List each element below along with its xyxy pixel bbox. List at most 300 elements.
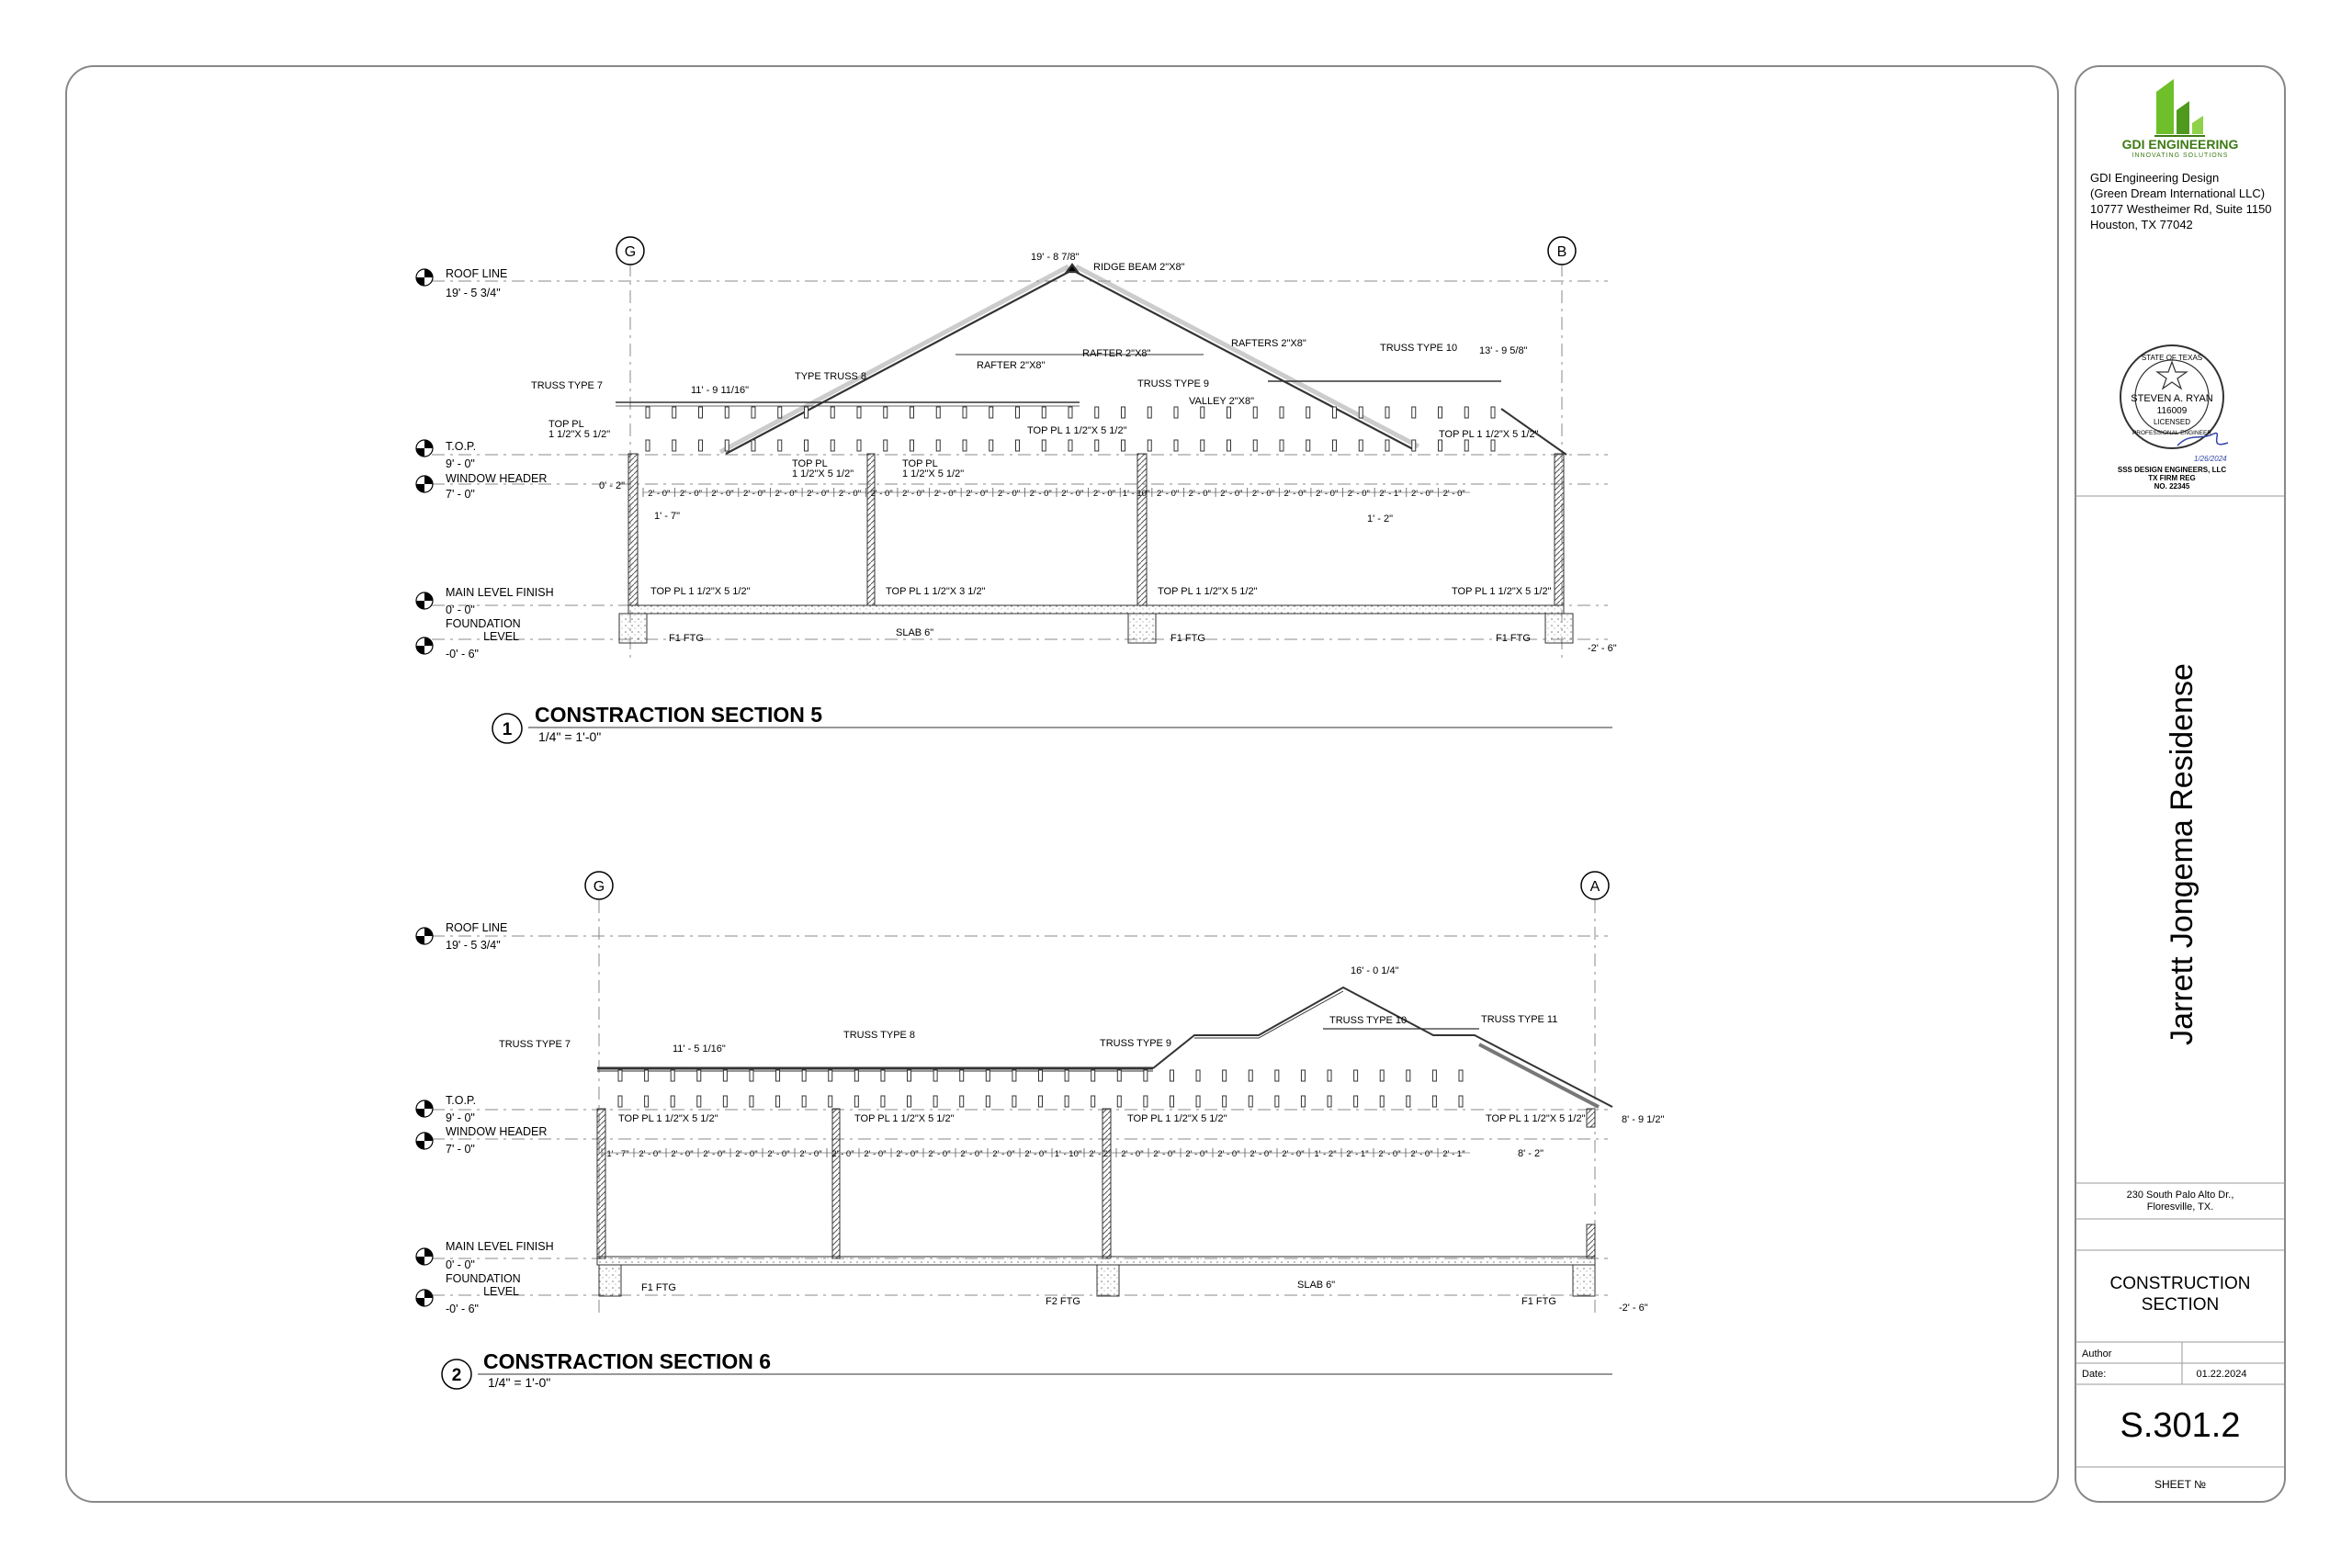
footing (1545, 614, 1573, 643)
address-line: GDI Engineering Design (2090, 171, 2220, 185)
web-post (1223, 1096, 1227, 1107)
spacing-label: 2' - 0" (1217, 1149, 1240, 1159)
web-post (1144, 1096, 1148, 1107)
web-post (1095, 407, 1099, 418)
section-number: 1 (502, 720, 513, 739)
web-post (1354, 1096, 1358, 1107)
web-post (750, 1096, 753, 1107)
project-address: Floresville, TX. (2146, 1201, 2214, 1213)
web-post (1301, 1096, 1305, 1107)
drawing-frame (66, 66, 2058, 1502)
section-number: 2 (451, 1366, 462, 1385)
spacing-label: 2' - 0" (671, 1149, 694, 1159)
spacing-label: 2' - 0" (1157, 489, 1180, 499)
web-post (1039, 1070, 1043, 1081)
footing-label: F1 FTG (641, 1282, 676, 1293)
date-value: 01.22.2024 (2196, 1369, 2247, 1380)
web-post (776, 1070, 780, 1081)
web-post (1201, 407, 1204, 418)
spacing-label: 2' - 0" (902, 489, 925, 499)
author-label: Author (2082, 1348, 2112, 1359)
web-post (854, 1070, 858, 1081)
web-post (802, 1096, 806, 1107)
seal-role: PROFESSIONAL ENGINEER (2132, 430, 2212, 436)
spacing-label: 2' - 0" (933, 489, 956, 499)
spacing-label: 2' - 0" (1121, 1149, 1144, 1159)
web-post (910, 440, 914, 451)
web-post (963, 440, 967, 451)
level-elev: 0' - 0" (446, 604, 475, 616)
web-post (723, 1070, 727, 1081)
level-elev: 19' - 5 3/4" (446, 939, 501, 952)
level-marker-icon (416, 269, 433, 286)
spacing-label: 2' - 0" (1250, 1149, 1272, 1159)
web-post (1439, 440, 1442, 451)
spacing-label: 2' - 0" (711, 489, 734, 499)
web-post (1039, 1096, 1043, 1107)
section-5 (416, 237, 1617, 744)
section-title: CONSTRACTION SECTION 6 (483, 1349, 772, 1373)
dim-label: 11' - 9 11/16" (691, 385, 750, 396)
web-post (989, 407, 993, 418)
web-post (884, 407, 888, 418)
plate-label: TOP PL (792, 458, 828, 469)
spacing-label: 2' - 1" (1379, 489, 1402, 499)
web-post (831, 407, 834, 418)
spacing-label: 2' - 0" (1029, 489, 1052, 499)
web-post (1148, 407, 1151, 418)
web-post (723, 1096, 727, 1107)
wall (1102, 1109, 1111, 1258)
footing-label: F1 FTG (1521, 1296, 1556, 1307)
level-name: MAIN LEVEL FINISH (446, 586, 554, 599)
web-post (1016, 407, 1020, 418)
truss-label: TRUSS TYPE 10 (1329, 1015, 1408, 1026)
spacing-label: 2' - 0" (864, 1149, 887, 1159)
web-post (1196, 1096, 1200, 1107)
web-post (1249, 1070, 1252, 1081)
level-name: MAIN LEVEL FINISH (446, 1240, 554, 1253)
web-post (829, 1070, 832, 1081)
web-post (1117, 1096, 1121, 1107)
sheet-title: CONSTRUCTION (2109, 1274, 2251, 1293)
web-post (936, 440, 940, 451)
dim-label: 1' - 2" (1367, 513, 1394, 525)
web-post (1069, 440, 1072, 451)
spacing-label: 2' - 0" (743, 489, 766, 499)
web-post (1065, 1096, 1069, 1107)
plate-label: TOP PL 1 1/2"X 5 1/2" (1439, 429, 1539, 440)
firm-line: TX FIRM REG (2148, 474, 2196, 482)
web-post (752, 440, 755, 451)
slab (628, 605, 1564, 614)
web-post (1280, 440, 1283, 451)
web-post (1117, 1070, 1121, 1081)
level-name: ROOF LINE (446, 267, 508, 280)
level-elev: 9' - 0" (446, 457, 475, 470)
web-post (1459, 1096, 1463, 1107)
spacing-label: 2' - 0" (1092, 489, 1116, 499)
spacing-label: 2' - 0" (1220, 489, 1243, 499)
seal-name: STEVEN A. RYAN (2131, 393, 2213, 404)
level-name: T.O.P. (446, 1094, 477, 1107)
web-post (645, 1070, 649, 1081)
web-post (1091, 1096, 1095, 1107)
plate-label: TOP PL (548, 419, 584, 430)
seal-date: 1/26/2024 (2194, 455, 2227, 463)
web-post (699, 440, 703, 451)
slab (597, 1257, 1595, 1265)
spacing-label: 1' - 7" (606, 1149, 629, 1159)
spacing-label: 2' - 0" (1024, 1149, 1047, 1159)
spacing-label: 2' - 0" (767, 1149, 790, 1159)
gdi-logo-icon (2154, 79, 2205, 136)
plate-label: 1 1/2"X 5 1/2" (548, 429, 611, 440)
spacing-label: 1' - 10" (1122, 489, 1150, 499)
spacing-label: 2' - 0" (870, 489, 893, 499)
web-post (963, 407, 967, 418)
level-elev: 0' - 0" (446, 1258, 475, 1271)
seal-number: 116009 (2156, 406, 2188, 416)
valley-label: VALLEY 2"X8" (1189, 396, 1255, 407)
spacing-label: 2' - 0" (1347, 489, 1370, 499)
web-post (645, 1096, 649, 1107)
web-post (1491, 407, 1495, 418)
level-name: LEVEL (483, 1285, 519, 1298)
spacing-label: 2' - 0" (1283, 489, 1306, 499)
spacing-label: 2' - 0" (1410, 1149, 1433, 1159)
footing-label: F2 FTG (1046, 1296, 1080, 1307)
web-post (646, 440, 650, 451)
star-icon (2157, 362, 2187, 389)
spacing-label: 2' - 0" (1378, 1149, 1401, 1159)
elev-label: -2' - 6" (1619, 1303, 1648, 1314)
seal-designation: LICENSED (2153, 418, 2191, 426)
spacing-label: 1' - 2" (1314, 1149, 1337, 1159)
web-post (986, 1096, 989, 1107)
web-post (1122, 407, 1125, 418)
dim-label: 0' - 2" (599, 480, 626, 491)
wall (1587, 1109, 1595, 1127)
wall (597, 1109, 605, 1258)
web-post (1432, 1070, 1436, 1081)
web-post (673, 407, 676, 418)
plate-label: TOP PL 1 1/2"X 5 1/2" (1452, 586, 1552, 597)
dim-label: 11' - 5 1/16" (673, 1043, 726, 1055)
spacing-label: 2' - 0" (1251, 489, 1275, 499)
spacing-label: 2' - 0" (1442, 489, 1465, 499)
spacing-label: 2' - 0" (648, 489, 671, 499)
plate-label: TOP PL 1 1/2"X 3 1/2" (886, 586, 986, 597)
web-post (1122, 440, 1125, 451)
web-post (1464, 407, 1468, 418)
section-6 (416, 872, 1664, 1390)
web-post (805, 440, 808, 451)
web-post (1174, 407, 1178, 418)
spacing-label: 1' - 10" (1054, 1149, 1082, 1159)
web-post (1306, 440, 1310, 451)
web-post (1223, 1070, 1227, 1081)
footing (619, 614, 647, 643)
footing-label: F1 FTG (669, 633, 704, 644)
dim-label: 8' - 2" (1518, 1148, 1544, 1159)
web-post (1144, 1070, 1148, 1081)
spacing-label: 2' - 1" (1442, 1149, 1465, 1159)
spacing-label: 2' - 0" (1282, 1149, 1305, 1159)
web-post (1227, 440, 1231, 451)
firm-line: NO. 22345 (2154, 482, 2190, 491)
title-block (2075, 79, 2285, 1491)
web-post (908, 1070, 911, 1081)
truss-label: TRUSS TYPE 11 (1481, 1014, 1558, 1025)
truss-label: TRUSS TYPE 8 (843, 1030, 916, 1041)
sheet-number: S.301.2 (2120, 1406, 2241, 1445)
web-post (960, 1096, 964, 1107)
web-post (750, 1070, 753, 1081)
web-post (752, 407, 755, 418)
spacing-label: 2' - 0" (799, 1149, 822, 1159)
ridge-elev: 19' - 8 7/8" (1031, 252, 1080, 263)
foundation (597, 1257, 1595, 1296)
web-post (1095, 440, 1099, 451)
wall (1137, 454, 1147, 605)
web-post (618, 1096, 622, 1107)
web-post (1439, 407, 1442, 418)
web-post (1491, 440, 1495, 451)
pe-seal (2120, 345, 2228, 463)
web-post (1464, 440, 1468, 451)
web-post (1459, 1070, 1463, 1081)
section-scale: 1/4" = 1'-0" (488, 1375, 551, 1390)
level-marker-icon (416, 1133, 433, 1149)
web-post (1385, 407, 1389, 418)
web-post (1042, 407, 1046, 418)
web-post (697, 1070, 701, 1081)
web-post (910, 407, 914, 418)
web-post (778, 440, 782, 451)
web-post (1333, 440, 1337, 451)
web-post (1328, 1096, 1331, 1107)
web-post (829, 1096, 832, 1107)
spacing-label: 2' - 0" (997, 489, 1021, 499)
date-label: Date: (2082, 1369, 2107, 1380)
spacing-label: 2' - 0" (831, 1149, 854, 1159)
spacing-dims (643, 488, 1470, 499)
elev-label: 8' - 9 1/2" (1622, 1114, 1665, 1125)
spacing-label: 2' - 0" (735, 1149, 758, 1159)
web-post (1359, 407, 1363, 418)
web-post (1012, 1070, 1016, 1081)
web-post (1385, 440, 1389, 451)
level-elev: 19' - 5 3/4" (446, 287, 501, 299)
company-name: GDI ENGINEERING (2121, 137, 2239, 152)
web-post (936, 407, 940, 418)
truss-label: TRUSS TYPE 7 (531, 380, 604, 391)
web-post (1380, 1096, 1384, 1107)
level-elev: -0' - 6" (446, 1303, 479, 1315)
grid-label-a: A (1589, 879, 1600, 895)
plate-label: 1 1/2"X 5 1/2" (902, 468, 965, 479)
grid-label-g: G (593, 879, 605, 895)
rafter-label: RAFTER 2"X8" (977, 360, 1046, 371)
web-post (699, 407, 703, 418)
level-marker-icon (416, 637, 433, 654)
web-post (1201, 440, 1204, 451)
web-post (1359, 440, 1363, 451)
web-post (1069, 407, 1072, 418)
level-markers (416, 267, 554, 660)
web-post (986, 1070, 989, 1081)
level-elev: 7' - 0" (446, 1143, 475, 1156)
web-post (1275, 1096, 1279, 1107)
firm-line: SSS DESIGN ENGINEERS, LLC (2117, 466, 2227, 474)
grid-label-b: B (1556, 244, 1567, 260)
level-elev: -0' - 6" (446, 648, 479, 660)
spacing-label: 2' - 0" (928, 1149, 951, 1159)
rafter-label: RAFTER 2"X8" (1082, 348, 1151, 359)
rafters-label: RAFTERS 2"X8" (1231, 338, 1306, 349)
web-post (933, 1096, 937, 1107)
web-post (1065, 1070, 1069, 1081)
level-name: WINDOW HEADER (446, 472, 548, 485)
spacing-label: 2' - 1" (1346, 1149, 1369, 1159)
elev-label: 13' - 9 5/8" (1479, 345, 1528, 356)
plate-label: TOP PL 1 1/2"X 5 1/2" (1486, 1113, 1586, 1124)
web-post (857, 407, 861, 418)
spacing-label: 2' - 0" (1153, 1149, 1176, 1159)
web-post (725, 407, 729, 418)
dim-label: 1' - 7" (654, 511, 681, 522)
web-post (908, 1096, 911, 1107)
foundation (619, 605, 1573, 643)
ridge-elev: 16' - 0 1/4" (1351, 965, 1399, 976)
plate-label: TOP PL 1 1/2"X 5 1/2" (854, 1113, 955, 1124)
web-post (646, 407, 650, 418)
web-post (1412, 440, 1416, 451)
spacing-label: 2' - 0" (960, 1149, 983, 1159)
spacing-label: 2' - 2" (1089, 1149, 1112, 1159)
truss-label: TRUSS TYPE 9 (1137, 378, 1210, 389)
plate-label: TOP PL 1 1/2"X 5 1/2" (650, 586, 751, 597)
web-post (1196, 1070, 1200, 1081)
level-name: ROOF LINE (446, 921, 508, 934)
level-marker-icon (416, 1290, 433, 1306)
spacing-label: 2' - 0" (1188, 489, 1211, 499)
elev-label: -2' - 6" (1588, 643, 1617, 654)
web-post (1174, 440, 1178, 451)
spacing-label: 2' - 0" (1061, 489, 1084, 499)
ridge-beam-label: RIDGE BEAM 2"X8" (1093, 262, 1185, 273)
level-marker-icon (416, 592, 433, 609)
web-post (831, 440, 834, 451)
web-post (673, 440, 676, 451)
slab-label: SLAB 6" (896, 627, 934, 638)
wall (867, 454, 875, 605)
web-post (933, 1070, 937, 1081)
plate-label: TOP PL 1 1/2"X 5 1/2" (1127, 1113, 1227, 1124)
wall (832, 1109, 840, 1258)
web-post (1253, 440, 1257, 451)
spacing-label: 2' - 0" (639, 1149, 662, 1159)
web-post (881, 1070, 885, 1081)
web-post (1148, 440, 1151, 451)
spacing-label: 2' - 0" (1316, 489, 1339, 499)
truss-label: TRUSS TYPE 7 (499, 1039, 571, 1050)
level-name: FOUNDATION (446, 1272, 521, 1285)
wall (628, 454, 638, 605)
plate-label: TOP PL 1 1/2"X 5 1/2" (618, 1113, 718, 1124)
plate-label: TOP PL 1 1/2"X 5 1/2" (1158, 586, 1258, 597)
truss-label: TYPE TRUSS 8 (795, 371, 867, 382)
web-post (1249, 1096, 1252, 1107)
truss-label: TRUSS TYPE 9 (1100, 1038, 1172, 1049)
web-post (697, 1096, 701, 1107)
spacing-label: 2' - 0" (966, 489, 989, 499)
section-scale: 1/4" = 1'-0" (538, 729, 602, 744)
address-line: Houston, TX 77042 (2090, 218, 2193, 231)
spacing-label: 2' - 0" (807, 489, 830, 499)
footing (599, 1265, 621, 1296)
web-post (1016, 440, 1020, 451)
level-elev: 9' - 0" (446, 1111, 475, 1124)
slab-label: SLAB 6" (1297, 1280, 1336, 1291)
web-post (1432, 1096, 1436, 1107)
wall (1587, 1224, 1595, 1258)
web-post (1170, 1070, 1173, 1081)
web-post (960, 1070, 964, 1081)
level-marker-icon (416, 1248, 433, 1265)
level-name: FOUNDATION (446, 617, 521, 630)
truss-label: TRUSS TYPE 10 (1380, 343, 1458, 354)
walls (597, 1109, 1595, 1258)
footing-label: F1 FTG (1170, 633, 1205, 644)
footing (1128, 614, 1156, 643)
sheet-title: SECTION (2141, 1295, 2220, 1314)
web-post (857, 440, 861, 451)
web-post (1275, 1070, 1279, 1081)
address-line: (Green Dream International LLC) (2090, 186, 2266, 200)
spacing-label: 2' - 0" (838, 489, 862, 499)
web-post (1091, 1070, 1095, 1081)
spacing-label: 2' - 0" (1410, 489, 1434, 499)
footing (1097, 1265, 1119, 1296)
section-title: CONSTRACTION SECTION 5 (535, 703, 823, 727)
plate-label: TOP PL 1 1/2"X 5 1/2" (1027, 425, 1127, 436)
spacing-dims (602, 1148, 1470, 1159)
web-post (1227, 407, 1231, 418)
web-post (1380, 1070, 1384, 1081)
seal-state: STATE OF TEXAS (2141, 354, 2203, 362)
web-post (1328, 1070, 1331, 1081)
address-line: 10777 Westheimer Rd, Suite 1150 (2090, 202, 2272, 216)
level-markers (416, 921, 554, 1315)
sheet-no-label: SHEET № (2154, 1478, 2206, 1491)
level-name: WINDOW HEADER (446, 1125, 548, 1138)
web-post (671, 1096, 674, 1107)
web-post (1306, 407, 1310, 418)
level-name: LEVEL (483, 630, 519, 643)
spacing-label: 2' - 0" (679, 489, 703, 499)
web-post (776, 1096, 780, 1107)
web-post (1301, 1070, 1305, 1081)
web-post (671, 1070, 674, 1081)
company-tagline: INNOVATING SOLUTIONS (2132, 152, 2229, 159)
web-post (618, 1070, 622, 1081)
level-marker-icon (416, 928, 433, 944)
annotations (531, 252, 1617, 654)
plate-label: TOP PL (902, 458, 938, 469)
web-post (778, 407, 782, 418)
